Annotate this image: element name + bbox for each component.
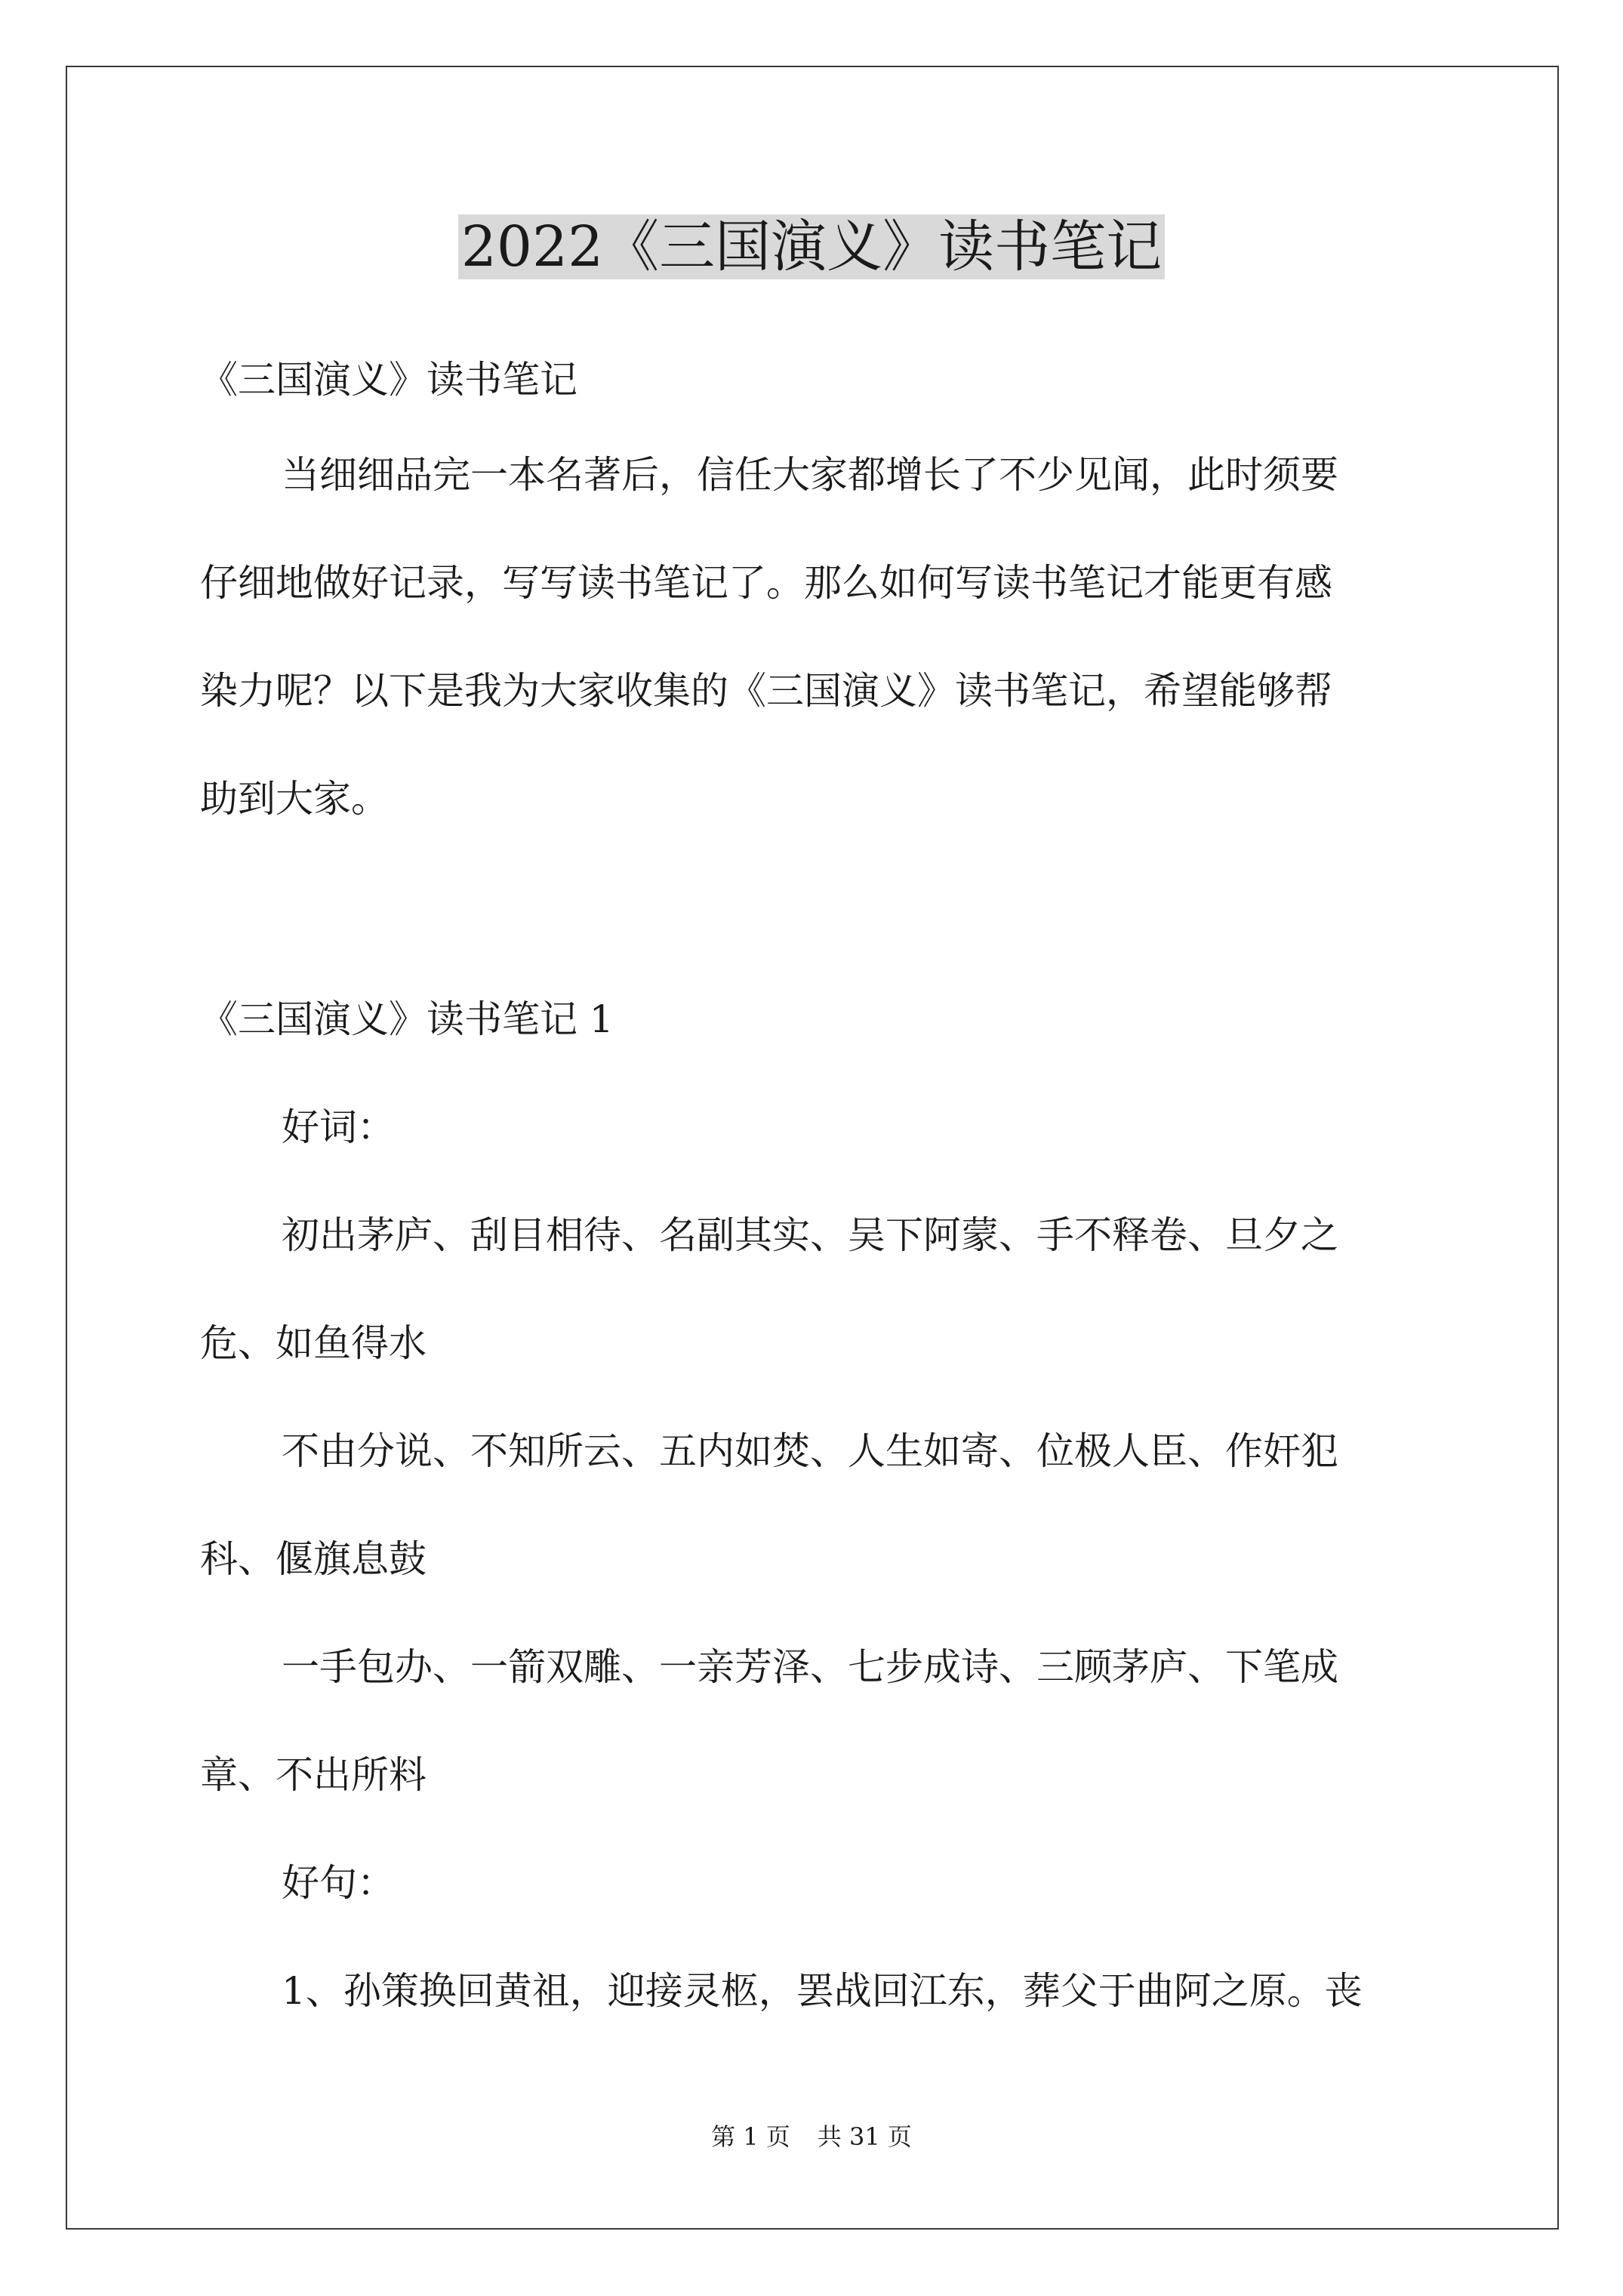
good-words-line: 危、如鱼得水 <box>200 1321 427 1365</box>
good-words-line: 科、偃旗息鼓 <box>200 1537 427 1581</box>
good-words-label: 好词： <box>282 1105 395 1149</box>
good-words-line: 初出茅庐、刮目相待、名副其实、吴下阿蒙、手不释卷、旦夕之 <box>282 1213 1338 1257</box>
sentence-line: 1、孙策换回黄祖，迎接灵柩，罢战回江东，葬父于曲阿之原。丧 <box>282 1969 1363 2013</box>
good-words-line: 不由分说、不知所云、五内如焚、人生如寄、位极人臣、作奸犯 <box>282 1429 1338 1473</box>
intro-line: 当细细品完一本名著后，信任大家都增长了不少见闻，此时须要 <box>282 453 1338 497</box>
intro-line: 染力呢？以下是我为大家收集的《三国演义》读书笔记，希望能够帮 <box>200 669 1332 713</box>
title-highlight: 2022《三国演义》读书笔记 <box>458 214 1165 279</box>
good-sentences-label: 好句： <box>282 1861 395 1905</box>
good-words-line: 一手包办、一箭双雕、一亲芳泽、七步成诗、三顾茅庐、下笔成 <box>282 1645 1338 1689</box>
intro-heading: 《三国演义》读书笔记 <box>200 358 577 402</box>
intro-line: 助到大家。 <box>200 777 389 821</box>
page-number: 第 1 页 <box>711 2122 790 2151</box>
section-heading: 《三国演义》读书笔记 1 <box>200 997 614 1041</box>
good-words-line: 章、不出所料 <box>200 1753 427 1797</box>
document-body <box>200 338 1423 2045</box>
document-title <box>0 211 1623 282</box>
page-footer <box>0 2122 1623 2152</box>
intro-line: 仔细地做好记录，写写读书笔记了。那么如何写读书笔记才能更有感 <box>200 561 1332 605</box>
section-spacer <box>200 853 1423 966</box>
page-total: 共 31 页 <box>817 2122 912 2151</box>
